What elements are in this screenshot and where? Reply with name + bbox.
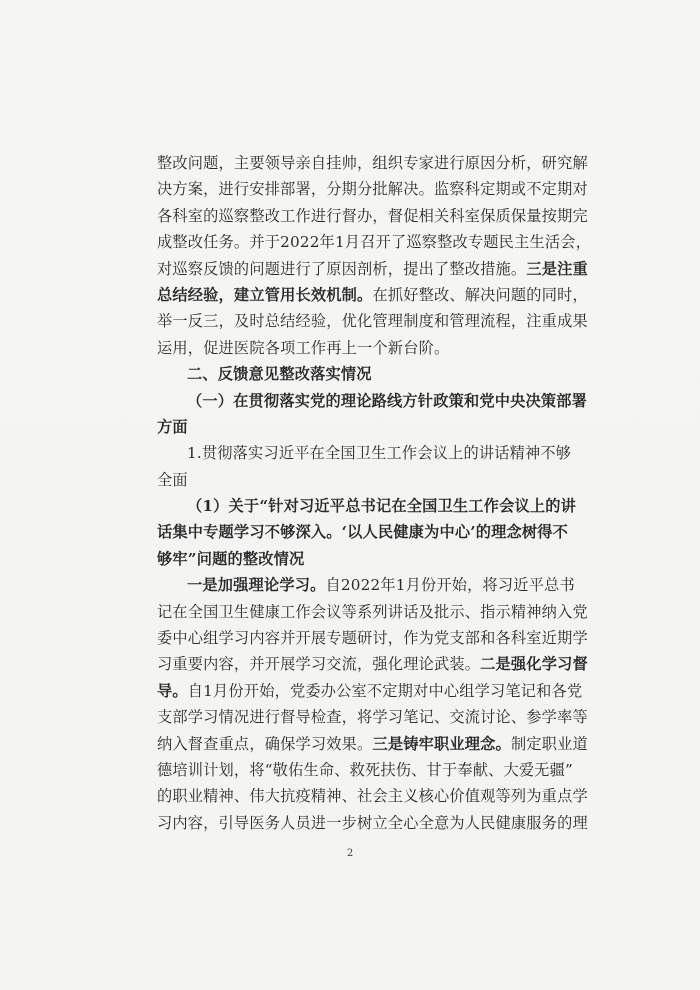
page-number: 2 — [346, 848, 354, 859]
heading-line — [157, 414, 585, 440]
text-span: （一）在贯彻落实党的理论路线方针政策和党中央决策部署 — [187, 391, 588, 410]
text-span: 德培训计划，将“敬佑生命、救死扶伤、甘于奉献、大爱无疆” — [157, 760, 574, 779]
heading-line — [157, 546, 585, 572]
text-span: 话集中专题学习不够深入。‘以人民健康为中心’的理念树得不 — [157, 523, 569, 542]
heading-line — [157, 493, 585, 519]
text-span: 委中心组学习内容并开展专题研讨，作为党支部和各科室近期学 — [157, 629, 588, 648]
text-line — [157, 651, 588, 677]
heading-line — [157, 519, 585, 545]
text-span: 够牢”问题的整改情况 — [157, 549, 305, 568]
text-span: 二、反馈意见整改落实情况 — [187, 365, 372, 384]
text-line — [157, 572, 585, 598]
text-span: 在抓好整改、解决问题的同时， — [372, 285, 588, 304]
text-line — [157, 150, 588, 176]
text-line — [157, 308, 588, 334]
text-line — [157, 810, 588, 836]
text-line — [157, 335, 585, 361]
text-span: 习重要内容，并开展学习交流，强化理论武装。 — [157, 655, 481, 674]
bold-text-span: 一是加强理论学习。 — [187, 576, 326, 595]
heading-line — [157, 388, 588, 414]
bold-text-span: 总结经验，建立管用长效机制。 — [157, 285, 373, 304]
text-line — [157, 229, 592, 255]
text-line — [157, 176, 588, 202]
text-span: 整改问题，主要领导亲自挂帅，组织专家进行原因分析，研究解 — [157, 154, 588, 172]
text-span: 支部学习情况进行督导检查，将学习笔记、交流讨论、参学率等 — [157, 708, 588, 727]
text-line — [157, 467, 585, 493]
document-body — [157, 150, 592, 836]
text-span: 对巡察反馈的问题进行了原因剖析，提出了整改措施。 — [157, 259, 527, 278]
text-span: 制定职业道 — [510, 734, 588, 753]
bold-text-span: 三是铸牢职业理念。 — [372, 734, 511, 753]
text-line — [157, 678, 585, 704]
text-line — [157, 757, 585, 783]
text-span: （1）关于“针对习近平总书记在全国卫生工作会议上的讲 — [187, 497, 577, 516]
text-line — [157, 731, 588, 757]
text-span: 举一反三，及时总结经验，优化管理制度和管理流程，注重成果 — [157, 312, 588, 331]
text-span: 成整改任务。并于2022年1月召开了巡察整改专题民主生活会， — [157, 233, 592, 252]
text-span: 记在全国卫生健康工作会议等系列讲话及批示、指示精神纳入党 — [157, 602, 588, 621]
text-line — [157, 203, 588, 229]
bold-text-span: 二是强化学习督 — [480, 655, 588, 674]
text-span: 自2022年1月份开始，将习近平总书 — [325, 576, 575, 595]
text-line — [157, 704, 588, 730]
text-span: 的职业精神、伟大抗疫精神、社会主义核心价值观等列为重点学 — [157, 787, 588, 806]
text-line — [157, 783, 588, 809]
text-line — [157, 440, 585, 466]
text-span: 习内容，引导医务人员进一步树立全心全意为人民健康服务的理 — [157, 813, 588, 832]
text-span: 方面 — [157, 417, 188, 436]
text-line — [157, 599, 588, 625]
bold-text-span: 导。 — [157, 681, 188, 700]
text-line — [157, 256, 588, 282]
text-span: 各科室的巡察整改工作进行督办，督促相关科室保质保量按期完 — [157, 206, 588, 225]
heading-line — [157, 361, 585, 387]
text-span: 全面 — [157, 470, 188, 489]
text-span: 决方案，进行安排部署，分期分批解决。监察科定期或不定期对 — [157, 180, 588, 199]
text-line — [157, 625, 588, 651]
text-line — [157, 282, 588, 308]
text-span: 纳入督查重点，确保学习效果。 — [157, 734, 373, 753]
text-span: 运用，促进医院各项工作再上一个新台阶。 — [157, 338, 450, 357]
text-span: 1.贯彻落实习近平在全国卫生工作会议上的讲话精神不够 — [187, 444, 572, 463]
bold-text-span: 三是注重 — [526, 259, 588, 278]
text-span: 自1月份开始，党委办公室不定期对中心组学习笔记和各党 — [187, 681, 583, 700]
